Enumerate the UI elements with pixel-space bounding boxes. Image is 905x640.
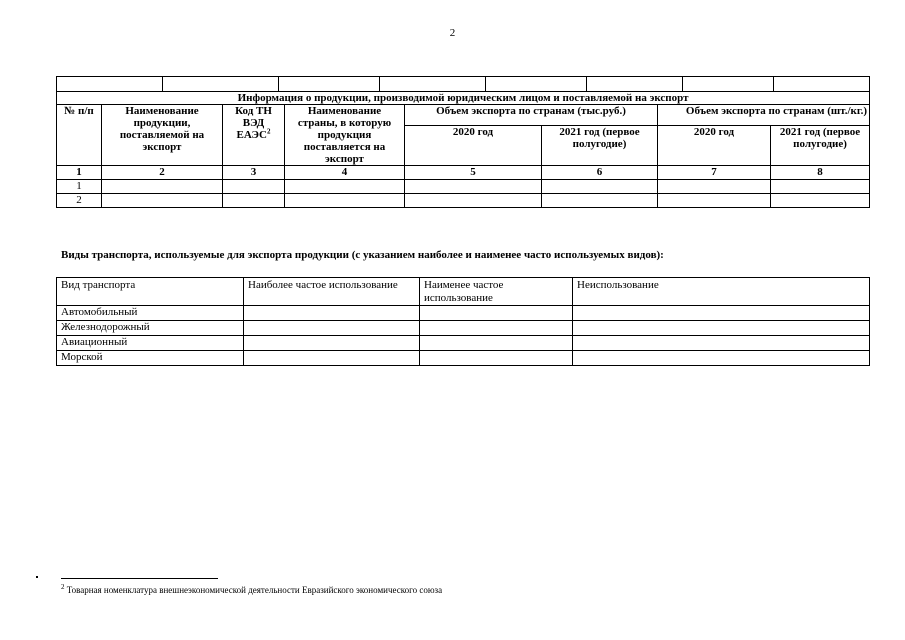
table-title: Информация о продукции, производимой юридическим лицом и поставляемой на экспорт: [57, 92, 870, 105]
transport-type: Железнодорожный: [57, 321, 244, 336]
header-volume-units: Объем экспорта по странам (шт./кг.): [658, 105, 870, 126]
page-number: 2: [449, 27, 456, 39]
column-number: 7: [658, 166, 771, 180]
transport-table: [56, 277, 870, 366]
transport-type: Автомобильный: [57, 306, 244, 321]
header-product-name: Наименование продукции, поставляемой на экспорт: [102, 105, 223, 166]
table-row: [57, 194, 870, 208]
column-number: 3: [223, 166, 285, 180]
header-transport-type: Вид транспорта: [57, 278, 244, 306]
column-number: 5: [405, 166, 542, 180]
header-row-number: № п/п: [57, 105, 102, 166]
column-number: 8: [771, 166, 870, 180]
table-row: [57, 321, 870, 336]
margin-mark: [36, 576, 38, 578]
table-row: [57, 306, 870, 321]
header-volume-rub: Объем экспорта по странам (тыс.руб.): [405, 105, 658, 126]
row-number: 2: [57, 194, 102, 208]
header-not-used: Неиспользование: [573, 278, 870, 306]
column-number: 1: [57, 166, 102, 180]
header-least-frequent: Наименее частое использование: [420, 278, 573, 306]
footnote-separator: [61, 578, 218, 579]
column-number: 2: [102, 166, 223, 180]
header-2021-rub: 2021 год (первое полугодие): [542, 125, 658, 165]
column-number: 6: [542, 166, 658, 180]
header-2021-units: 2021 год (первое полугодие): [771, 125, 870, 165]
header-tn-ved-code: [223, 105, 285, 166]
export-products-table: [56, 76, 870, 208]
table-row: [57, 336, 870, 351]
footnote-number: 2: [61, 583, 65, 591]
header-2020-units: 2020 год: [658, 125, 771, 165]
header-most-frequent: Наиболее частое использование: [244, 278, 420, 306]
row-number: 1: [57, 180, 102, 194]
transport-section-title: Виды транспорта, используемые для экспорта продукции (с указанием наиболее и наименее часто используемых видов):: [61, 249, 664, 261]
footnote-text: Товарная номенклатура внешнеэкономической деятельности Евразийского экономического союза: [66, 585, 443, 595]
table-row: [57, 351, 870, 366]
transport-type: Авиационный: [57, 336, 244, 351]
code-label: Код ТН ВЭД ЕАЭС: [235, 105, 272, 141]
transport-type: Морской: [57, 351, 244, 366]
header-country: Наименование страны, в которую продукция поставляется на экспорт: [285, 105, 405, 166]
footnote-ref: 2: [266, 127, 271, 136]
footnote: [61, 585, 442, 595]
table-top-empty-row: [57, 77, 870, 92]
header-2020-rub: 2020 год: [405, 125, 542, 165]
table-row: [57, 180, 870, 194]
column-number: 4: [285, 166, 405, 180]
